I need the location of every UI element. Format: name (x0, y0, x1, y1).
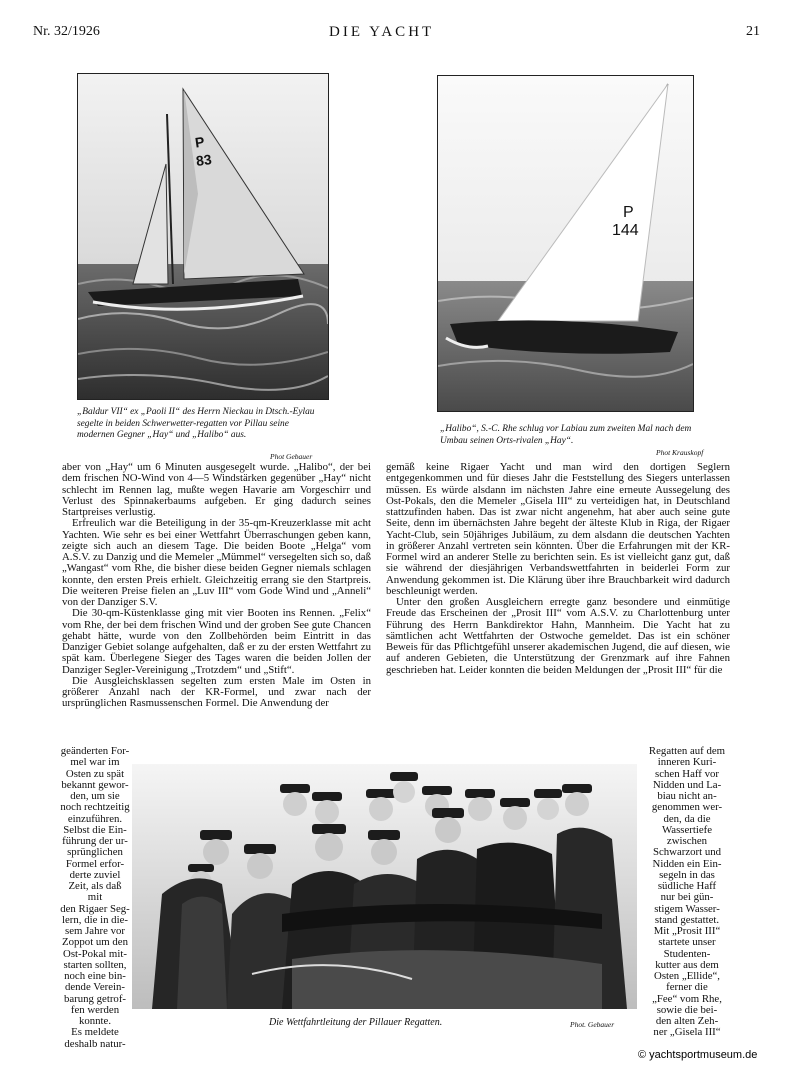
paragraph: Die Ausgleichsklassen segelten zum ersten Male im Osten in größerer Anzahl nach der KR-Formel, und zwar nach der ursprünglichen Rasmussenschen Formel. Die Anwendung der (62, 674, 371, 710)
text-line: den, da die (663, 812, 711, 825)
text-line: bekannt gewor- (61, 778, 129, 791)
photo1-caption: „Baldur VII“ ex „Paoli II“ des Herrn Nieckau in Dtsch.-Eylau segelte in beiden Schwerwetter-regatten vor Pillau seine modernen Gegner „Hay“ und „Halibo“ aus. (77, 407, 315, 440)
text-line: segeln in das (659, 868, 715, 881)
text-line: sprünglichen (67, 846, 123, 859)
text-line: stand gestattet. (654, 913, 720, 926)
text-line: Zeit, als daß mit (68, 880, 122, 904)
text-line: Es meldete (71, 1026, 119, 1039)
text-line: Studenten- (663, 947, 711, 960)
photo3-credit: Phot. Gebauer (570, 1020, 615, 1029)
yacht-photo-image (78, 74, 328, 399)
text-line: Nidden und La- (652, 778, 722, 791)
text-line: schen Haff vor (655, 767, 719, 780)
text-line: Nidden ein Ein- (652, 857, 722, 870)
paragraph: Die 30-qm-Küstenklasse ging mit vier Booten ins Rennen. „Felix“ vom Rhe, der bei dem frischen Wind und der groben See gute Chancen gehabt hätte, wurde von den Zollbehörden beim Eintritt in das Danziger Gebiet solange aufgehalten, daß er zu der ersten Wettfahrt zu spät kam. Überlegene Sieger des Tages waren die beiden Jollen der Danziger Segler-Vereinigung „Trotzdem“ und „Stift“. (62, 607, 371, 676)
text-line: einzuführen. (67, 812, 123, 825)
left-column-text (62, 462, 371, 710)
text-line: Wassertiefe (661, 823, 713, 836)
photo-baldur-vii (77, 73, 329, 400)
text-line: derte zuviel (69, 868, 121, 881)
watermark: © yachtsportmuseum.de (638, 1049, 758, 1061)
sail-number-digits: 83 (194, 150, 213, 170)
text-line: Ost-Pokal mit- (63, 947, 127, 960)
text-line: barung getrof- (63, 992, 127, 1005)
text-line: mel war im (70, 756, 120, 769)
group-photo-image (132, 764, 637, 1009)
text-line: starten sollten, (63, 958, 127, 971)
photo3-caption: Die Wettfahrtleitung der Pillauer Regatten. (269, 1017, 443, 1028)
text-line: Osten „Ellide“, (654, 970, 720, 982)
text-line: führung der ur- (62, 835, 128, 847)
text-line: Osten zu spät (65, 767, 125, 780)
photo-halibo (437, 75, 694, 412)
text-line: den Rigaer Seg- (60, 902, 130, 915)
text-line: Zoppot um den (62, 936, 128, 949)
text-line: fen werden (70, 1003, 120, 1016)
text-line: Schwarzort und (652, 846, 722, 859)
right-narrow-column (645, 746, 729, 1039)
sail-number-letter: P (623, 204, 634, 221)
text-line: dende Verein- (64, 981, 126, 994)
text-line: sowie die bei- (656, 1003, 718, 1016)
text-line: genommen wer- (651, 801, 723, 814)
photo1-credit: Phot Gebauer (270, 452, 313, 461)
text-line: ferner die (666, 981, 708, 994)
paragraph: gemäß keine Rigaer Yacht und man wird den dortigen Seglern entgegenkommen und für dieses Jahr die Feststellung des Siegers unterlassen müssen. Es würde alsdann im nächsten Jahre eine erneute Aussegelung des Ost-Pokals, den die Memeler „Gisela III“ zu verteidigen hat, in Deutschland stattzufinden haben. Das ist zwar nicht angenehm, hat aber auch seine gute Seite, denn im übernächsten Jahre begeht der älteste Klub in Riga, der Rigaer Yacht-Club, sein 50jähriges Jubiläum, zu dem alsdann die deutschen Yachten in größerer Anzahl vertreten sein könnten. Über die Erfahrungen mit der KR-Formel wird an anderer Stelle zu berichten sein. Es ist vielleicht ganz gut, daß sie während der diesjährigen Verbandswettfahrten in beiderlei Form zur Anwendung gekommen ist. Die Klärung über ihre Brauchbarkeit wird dadurch beschleunigt werden. (386, 461, 730, 597)
text-line: kutter aus dem (655, 958, 719, 971)
text-line: Selbst die Ein- (63, 823, 127, 836)
paragraph: aber von „Hay“ um 6 Minuten ausgesegelt wurde. „Halibo“, der bei dem frischen NO-Wind von 4—5 Windstärken gegenüber „Hay“ nicht schlecht im Rennen lag, mußte wegen Havarie am Vorgeschirr und Verlust des Spinnakerbaums aufgeben. Er ging dadurch seines Startpreises verlustig. (62, 461, 371, 518)
text-line: biau nicht an- (657, 790, 717, 802)
paragraph: Erfreulich war die Beteiligung in der 35-qm-Kreuzerklasse mit acht Yachten. Wie sehr es bei einer Wettfahrt Überraschungen geben kann, zeigte sich auch an diesem Tage. Die beiden Boote „Helga“ vom A.S.V. zu Danzig und die Memeler „Mümmel“ versegelten sich so, daß „Wangast“ vom Rhe, die bisher diese beiden Gegner niemals schlagen konnte, den ersten Preis erhielt. Gleichzeitig errang sie den Startpreis. Die weiteren Preise fielen an „Luv III“ vom Gode Wind und „Anneli“ von der Danziger S.V. (62, 517, 371, 608)
text-line: den, um sie (70, 790, 120, 802)
text-line: konnte. (78, 1015, 112, 1027)
text-line: deshalb natur- (64, 1037, 126, 1050)
photo2-caption: „Halibo“, S.-C. Rhe schlug vor Labiau zum zweiten Mal nach dem Umbau seinen Orts-rivalen „Hay“. (440, 424, 692, 446)
journal-title: DIE YACHT (329, 24, 435, 40)
text-line: startete unser (658, 936, 716, 949)
text-line: geänderten For- (60, 745, 130, 757)
issue-number: Nr. 32/1926 (33, 24, 100, 39)
text-line: südliche Haff (657, 880, 717, 892)
right-column-text (386, 462, 730, 676)
text-line: „Fee“ vom Rhe, (652, 992, 722, 1005)
text-line: lern, die in die- (62, 913, 128, 926)
paragraph: Unter den großen Ausgleichern erregte ganz besondere und einmütige Freude das Erscheinen der „Prosit III“ vom A.S.V. zu Charlottenburg unter Führung des Herrn Bankdirektor Hahn, Mannheim. Die Yacht hat zu sämtlichen acht Wettfahrten der Ostwoche gemeldet. Das ist ein schöner Beweis für das Pflichtgefühl unserer akademischen Jugend, die auf diesen, wie auf anderen Gebieten, die Unterstützung der Grenzmark auf ihre Fahnen geschrieben hat. Leider konnten die beiden Meldungen der „Prosit III“ für die (386, 596, 730, 676)
text-line: noch rechtzeitig (60, 801, 130, 814)
yacht-photo-image (438, 76, 693, 411)
page-number: 21 (746, 24, 760, 39)
text-line: stigem Wasser- (654, 902, 720, 915)
text-line: noch eine bin- (64, 970, 126, 982)
text-line: nur bei gün- (660, 891, 714, 904)
text-line: zwischen (666, 835, 708, 847)
photo2-credit: Phot Krauskopf (656, 448, 704, 457)
sail-number-digits: 144 (612, 222, 639, 239)
left-narrow-column (60, 746, 130, 1050)
text-line: Formel erfor- (65, 857, 125, 870)
text-line: ner „Gisela III“ (653, 1026, 721, 1039)
text-line: Regatten auf dem (648, 745, 726, 757)
text-line: sem Jahre vor (65, 925, 125, 937)
sail-number-letter: P (193, 133, 206, 151)
photo-regatta-committee (132, 764, 637, 1009)
text-line: den alten Zeh- (655, 1015, 719, 1027)
text-line: Mit „Prosit III“ (653, 925, 721, 937)
text-line: inneren Kuri- (657, 756, 717, 769)
